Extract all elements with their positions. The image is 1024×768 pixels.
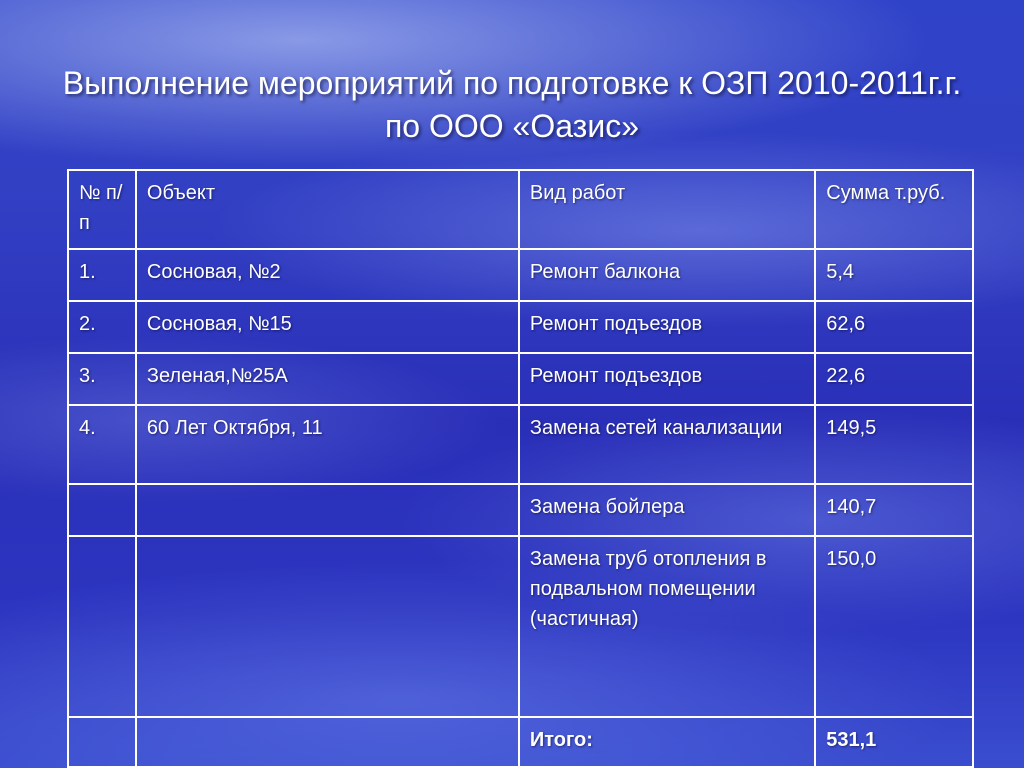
cell-work: Ремонт подъездов	[519, 301, 815, 353]
cell-sum: 22,6	[815, 353, 973, 405]
cell-object: 60 Лет Октября, 11	[136, 405, 519, 484]
cell-sum: 62,6	[815, 301, 973, 353]
header-sum: Сумма т.руб.	[815, 170, 973, 249]
cell-work: Ремонт балкона	[519, 249, 815, 301]
table-row	[68, 536, 973, 717]
cell-work: Замена бойлера	[519, 484, 815, 536]
cell-num: 2.	[68, 301, 136, 353]
cell-num: 3.	[68, 353, 136, 405]
header-num: № п/п	[68, 170, 136, 249]
table-total-row	[68, 717, 973, 767]
cell-sum: 149,5	[815, 405, 973, 484]
table-row	[68, 405, 973, 484]
cell-num	[68, 717, 136, 767]
table-row	[68, 249, 973, 301]
cell-sum: 150,0	[815, 536, 973, 717]
cell-num	[68, 484, 136, 536]
cell-work: Замена сетей канализации	[519, 405, 815, 484]
cell-num: 4.	[68, 405, 136, 484]
cell-object	[136, 717, 519, 767]
cell-object: Зеленая,№25А	[136, 353, 519, 405]
table-header-row	[68, 170, 973, 249]
cell-work: Ремонт подъездов	[519, 353, 815, 405]
total-sum: 531,1	[815, 717, 973, 767]
cell-num: 1.	[68, 249, 136, 301]
table-row	[68, 353, 973, 405]
cell-object	[136, 536, 519, 717]
slide-title: Выполнение мероприятий по подготовке к ОЗП 2010-2011г.г. по ООО «Оазис»	[62, 65, 962, 144]
table-row	[68, 484, 973, 536]
header-work: Вид работ	[519, 170, 815, 249]
cell-num	[68, 536, 136, 717]
cell-sum: 5,4	[815, 249, 973, 301]
cell-sum: 140,7	[815, 484, 973, 536]
total-label: Итого:	[519, 717, 815, 767]
cell-object	[136, 484, 519, 536]
cell-work: Замена труб отопления в подвальном помещении (частичная)	[519, 536, 815, 717]
works-table	[67, 169, 974, 768]
cell-object: Сосновая, №15	[136, 301, 519, 353]
header-object: Объект	[136, 170, 519, 249]
table-row	[68, 301, 973, 353]
cell-object: Сосновая, №2	[136, 249, 519, 301]
